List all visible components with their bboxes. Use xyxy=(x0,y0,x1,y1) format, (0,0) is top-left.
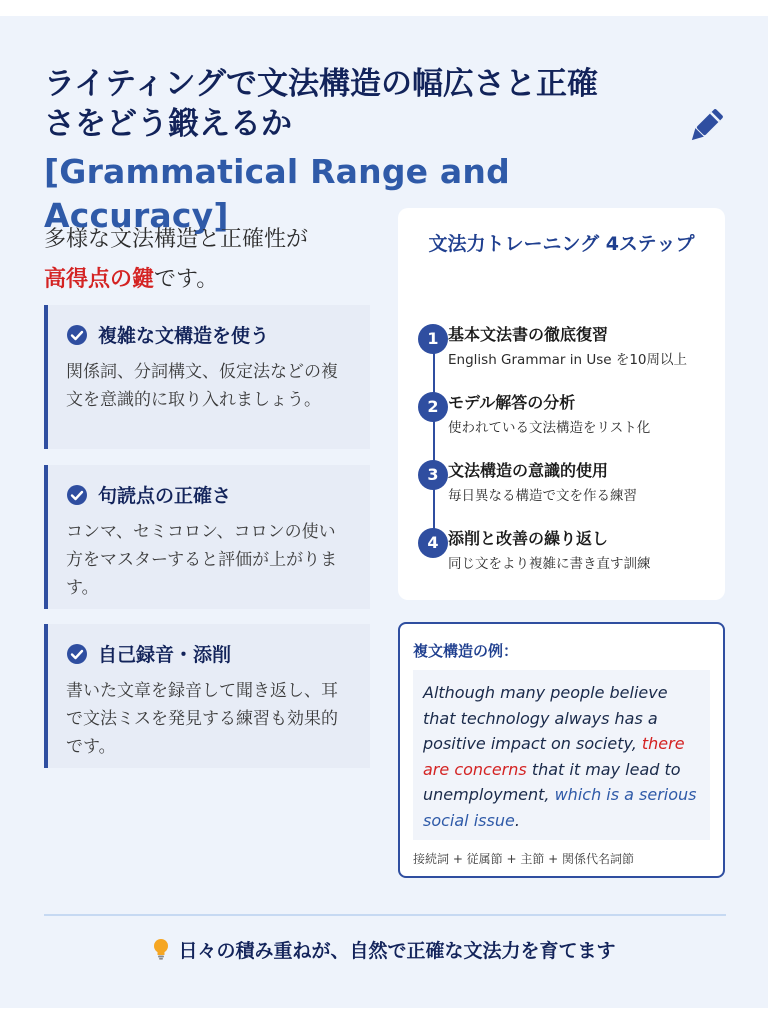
example-highlight-relative-clause: which is a serious social issue xyxy=(423,785,697,830)
title-line-2: さをどう鍛えるか xyxy=(44,106,292,142)
footer-message xyxy=(0,936,768,963)
pencil-icon xyxy=(684,104,728,148)
lead-suffix: です。 xyxy=(154,267,219,292)
step-title: モデル解答の分析 xyxy=(448,393,576,412)
example-structure-note: 接続詞 + 従属節 + 主節 + 関係代名詞節 xyxy=(413,852,635,866)
step-title: 文法構造の意識的使用 xyxy=(448,461,609,480)
tip-card-punctuation xyxy=(44,465,370,609)
lightbulb-icon xyxy=(152,938,170,960)
step-title: 基本文法書の徹底復習 xyxy=(448,325,609,344)
example-part-5: . xyxy=(514,810,520,830)
tip-title: 自己録音・添削 xyxy=(98,644,232,666)
step-number: 2 xyxy=(418,392,448,422)
lead-emphasis: 高得点の鍵 xyxy=(44,267,155,292)
english-subtitle: [Grammatical Range and Accuracy] xyxy=(44,152,510,235)
steps-connector-line xyxy=(433,326,435,540)
lead-line-1: 多様な文法構造と正確性が xyxy=(44,227,309,252)
lead-line-2 xyxy=(44,260,384,300)
tip-header xyxy=(66,321,352,348)
footer-divider xyxy=(44,914,726,916)
example-highlight-main-clause: there are concerns xyxy=(423,734,685,779)
title-line-1: ライティングで文法構造の幅広さと正確 xyxy=(44,66,598,102)
example-part-1: Although many people believe that technology always has a positive impact on society, xyxy=(423,683,668,753)
tip-header xyxy=(66,640,352,667)
example-sentence xyxy=(413,670,710,840)
check-circle-icon xyxy=(66,484,88,506)
example-title: 複文構造の例： xyxy=(413,642,519,660)
tip-body: コンマ、セミコロン、コロンの使い方をマスターすると評価が上がります。 xyxy=(66,522,338,598)
lead-text xyxy=(44,220,384,300)
tip-title: 句読点の正確さ xyxy=(98,485,232,507)
step-number: 4 xyxy=(418,528,448,558)
step-description: English Grammar in Use を10周以上 xyxy=(448,352,688,368)
page-title xyxy=(44,64,684,144)
tip-header xyxy=(66,481,352,508)
tip-card-self-recording xyxy=(44,624,370,768)
training-steps-card xyxy=(398,208,725,600)
tip-title: 複雑な文構造を使う xyxy=(98,325,270,347)
check-circle-icon xyxy=(66,324,88,346)
example-part-3: that it may lead to unemployment, xyxy=(423,759,681,804)
steps-title: 文法力トレーニング 4ステップ xyxy=(428,233,695,255)
step-description: 同じ文をより複雑に書き直す訓練 xyxy=(448,556,651,572)
footer-text: 日々の積み重ねが、自然で正確な文法力を育てます xyxy=(178,940,616,962)
step-number: 3 xyxy=(418,460,448,490)
step-description: 使われている文法構造をリスト化 xyxy=(448,420,651,436)
tip-card-complex-structures xyxy=(44,305,370,449)
check-circle-icon xyxy=(66,643,88,665)
tip-body: 関係詞、分詞構文、仮定法などの複文を意識的に取り入れましょう。 xyxy=(66,362,338,410)
tip-body: 書いた文章を録音して聞き返し、耳で文法ミスを発見する練習も効果的です。 xyxy=(66,681,338,757)
step-title: 添削と改善の繰り返し xyxy=(448,529,609,548)
step-description: 毎日異なる構造で文を作る練習 xyxy=(448,488,637,504)
infographic-page xyxy=(0,16,768,1008)
step-number: 1 xyxy=(418,324,448,354)
example-card xyxy=(398,622,725,878)
